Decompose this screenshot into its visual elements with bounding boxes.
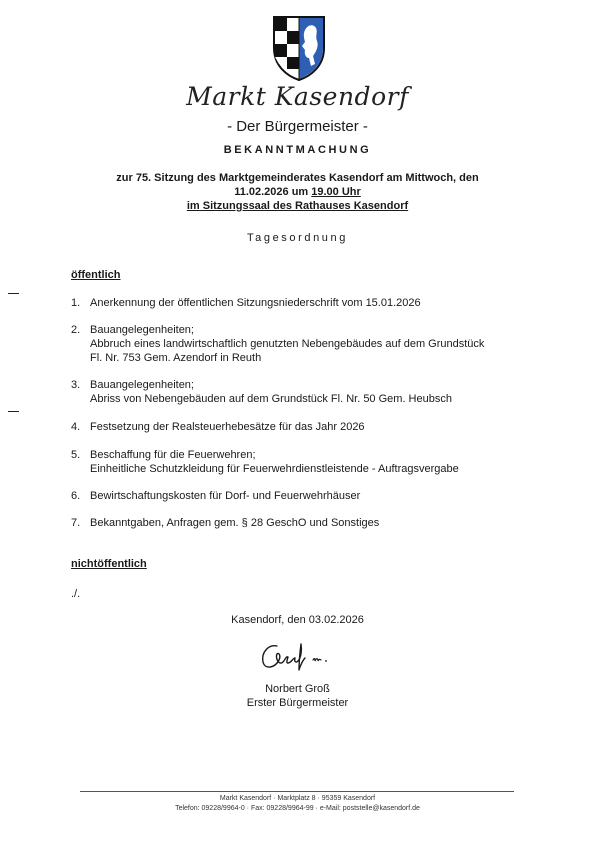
public-section-heading: öffentlich bbox=[71, 269, 121, 281]
place-and-date: Kasendorf, den 03.02.2026 bbox=[231, 614, 364, 626]
document-type: BEKANNTMACHUNG bbox=[223, 144, 372, 156]
fold-mark-top bbox=[8, 293, 19, 294]
document-page: Markt Kasendorf - Der Bürgermeister - BEKANNTMACHUNG zur 75. Sitzung des Marktgemeinderates Kasendorf am Mittwoch, den 11.02.2026 um 19.00 Uhr im Sitzungssaal des Rathauses Kasendorf Tagesordnung öffentlich 1. Anerkennung der öffentlichen Sitzungsniederschrift vom 15.01.2026 2. Bauangelegenheiten; Abbruch eines landwirtschaftlich genutzten Nebengebäudes auf dem Grundstück Fl. Nr. 753 Gem. Azendorf in Reuth 3. Bauangelegenheiten; Abriss von Nebengebäuden auf dem Grundstück Fl. Nr. 50 Gem. Heubsch 4. Festsetzung der Realsteuerhebesätze für das Jahr 2026 5. Beschaffung für die Feuerwehren; Einheitliche Schutzkleidung für Feuerwehrdienstleistende - Auftragsvergabe 6. Bewirtschaftungskosten für Dorf- und Feuerwehrhäuser 7. Bekanntgaben, Anfragen gem. § 28 GeschO und Sonstiges nichtöffentlich ./. Kasendorf, den 03.02.2026 Norbert Groß Erster Bürgermeister Markt Kasendorf · Marktplatz 8 · 95359 Kasendorf Telefon: 09228/9964-0 · Fax: 09228/9964-99 · e-Mail: poststelle@kasendorf.de bbox=[0, 0, 595, 841]
page-title: Markt Kasendorf bbox=[186, 82, 409, 111]
meeting-datetime bbox=[60, 185, 535, 199]
handwritten-signature bbox=[255, 636, 345, 676]
meeting-line-1: zur 75. Sitzung des Marktgemeinderates Kasendorf am Mittwoch, den bbox=[116, 172, 479, 184]
meeting-location: im Sitzungssaal des Rathauses Kasendorf bbox=[186, 200, 409, 212]
coat-of-arms-icon bbox=[271, 14, 327, 82]
meeting-date: 11.02.2026 um bbox=[234, 186, 309, 198]
footer-address: Markt Kasendorf · Marktplatz 8 · 95359 Kasendorf bbox=[219, 795, 376, 802]
fold-mark-middle bbox=[8, 411, 19, 412]
nonpublic-section-heading: nichtöffentlich bbox=[71, 558, 147, 570]
nonpublic-content: ./. bbox=[71, 588, 81, 600]
footer-contact: Telefon: 09228/9964-0 · Fax: 09228/9964-99 · e-Mail: poststelle@kasendorf.de bbox=[175, 805, 420, 812]
meeting-time: 19.00 Uhr bbox=[311, 186, 361, 198]
footer-divider bbox=[80, 791, 514, 792]
meeting-info bbox=[60, 171, 535, 213]
agenda-heading: Tagesordnung bbox=[247, 232, 348, 244]
page-subtitle: - Der Bürgermeister - bbox=[227, 118, 368, 135]
signer-name: Norbert Groß bbox=[265, 683, 330, 695]
signer-block bbox=[0, 682, 595, 710]
signer-title: Erster Bürgermeister bbox=[246, 697, 349, 709]
